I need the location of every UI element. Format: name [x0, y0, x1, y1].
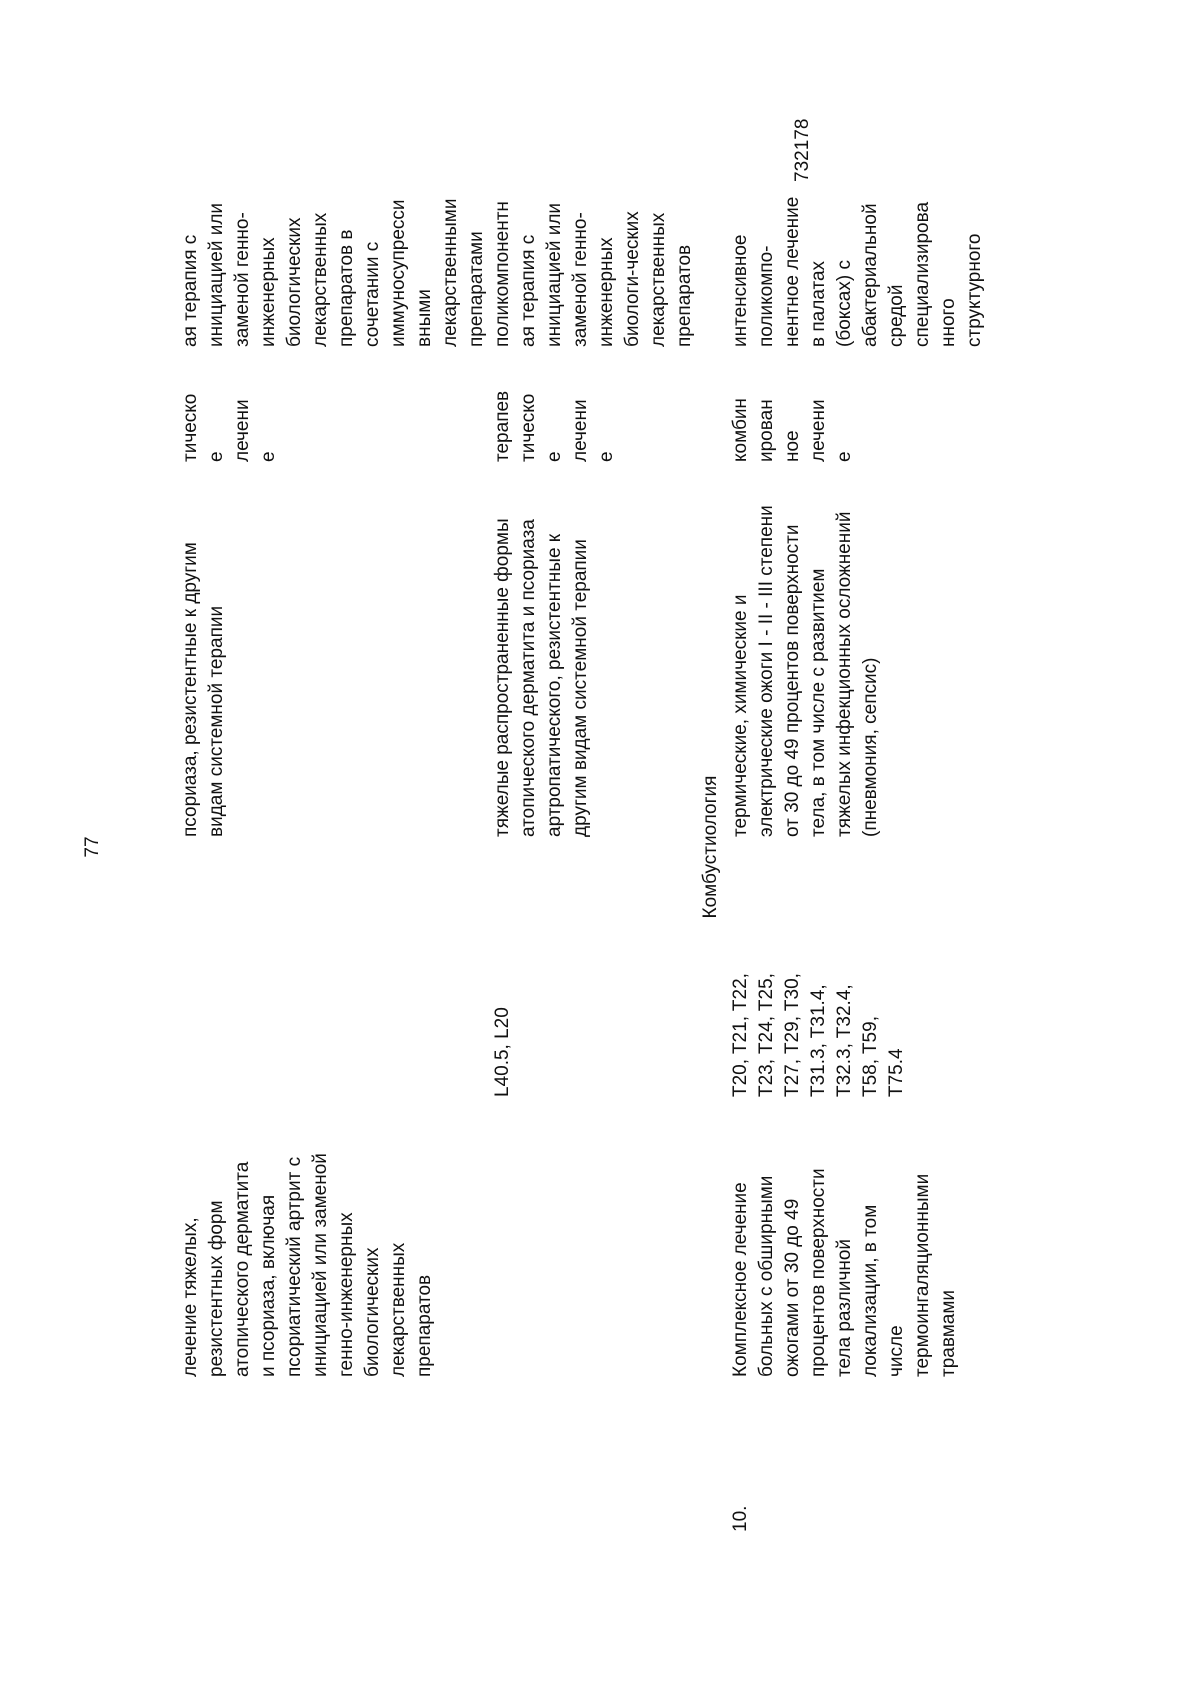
row-3-name: Комплексное лечение больных с обширными ожогами от 30 до 49 процентов поверхности тела различной локализации, в том числе термоингаляционными травмами	[730, 1168, 959, 1377]
row-3-codes: T20, T21, T22, T23, T24, T25, T27, T29, T30, T31.3, T31.4, T32.3, T32.4, T58, T59, T75.4	[730, 973, 907, 1097]
row-2-treatment-type: терапев тическо е лечени е	[492, 390, 617, 462]
row-3-treatment-type: комбин ирован ное лечени е	[730, 398, 855, 462]
row-1-name: лечение тяжелых, резистентных форм атопического дерматита и псориаза, включая псориатический артрит с инициацией или заменой генно-инженерных биологических лекарственных препаратов	[180, 1153, 435, 1377]
row-1-method: ая терапия с инициацией или заменой генно- инженерных биологических лекарственных препаратов в сочетании с иммуносупресси вными лекарственными препаратами	[180, 198, 487, 347]
row-1-diagnosis: псориаза, резистентные к другим видам системной терапии	[180, 542, 227, 837]
section-title: Комбустиология	[700, 775, 721, 919]
row-3-diagnosis: термические, химические и электрические ожоги I - II - III степени от 30 до 49 процентов поверхности тела, в том числе с развитием тяжелых инфекционных осложнений (пневмония, сепсис)	[730, 505, 881, 837]
row-2-codes: L40.5, L20	[492, 1007, 513, 1097]
page-number: 77	[82, 836, 103, 858]
row-2-diagnosis: тяжелые распространенные формы атопического дерматита и псориаза артропатического, резистентные к другим видам системной терапии	[492, 518, 591, 837]
document-code: 732178	[792, 118, 813, 182]
row-3-method: интенсивное поликомпо- нентное лечение в палатах (боксах) с абактериальной средой специализирова нного структурного	[730, 196, 985, 347]
row-2-method: поликомпонентн ая терапия с инициацией или заменой генно- инженерных биологи-ческих лекарственных препаратов	[492, 201, 695, 347]
row-1-treatment-type: тическо е лечени е	[180, 393, 279, 462]
row-3-number: 10.	[730, 1505, 751, 1532]
